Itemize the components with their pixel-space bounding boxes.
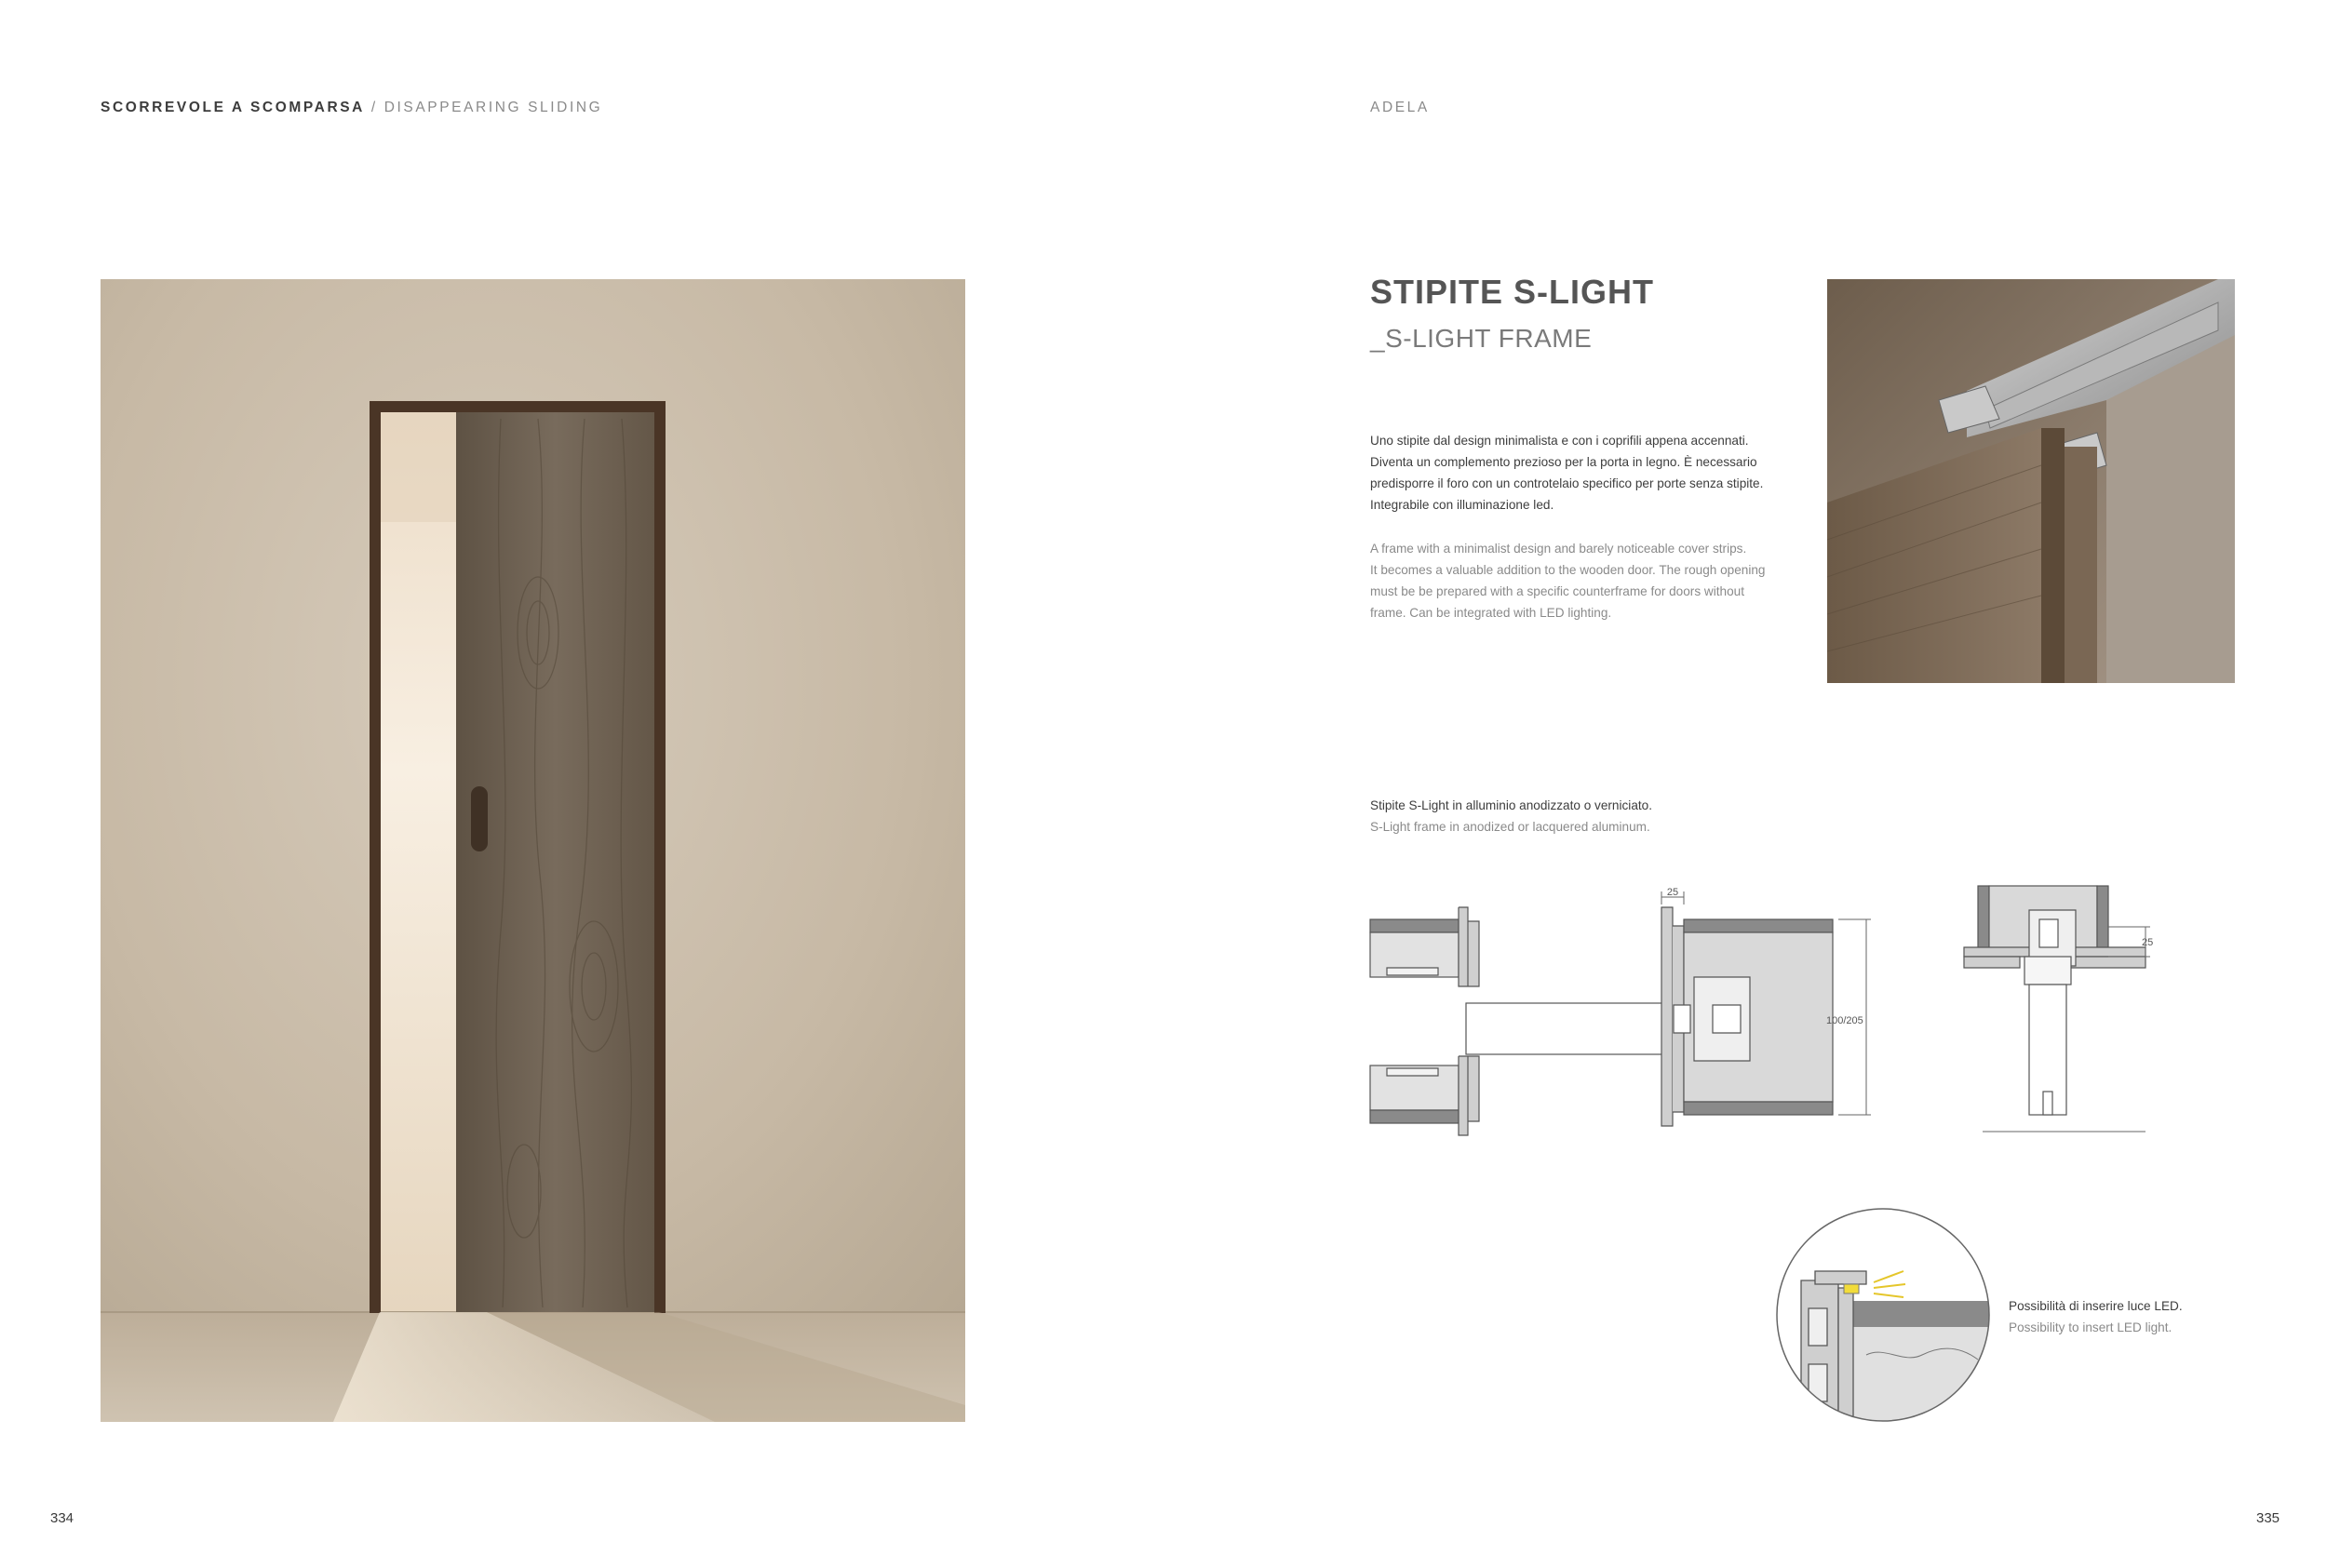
product-title: STIPITE S-LIGHT — [1370, 273, 1655, 311]
collection-name: ADELA — [1370, 100, 1430, 115]
description-line: predisporre il foro con un controtelaio specifico per porte senza stipite. — [1370, 476, 1764, 490]
frame-detail-photo — [1827, 279, 2235, 683]
technical-caption — [1370, 795, 1652, 838]
description-line: It becomes a valuable addition to the wooden door. The rough opening — [1370, 563, 1766, 577]
product-subtitle: _S-LIGHT FRAME — [1370, 324, 1593, 353]
page-number-right: 335 — [2256, 1510, 2280, 1526]
frame-top-section-drawing — [1959, 882, 2155, 1143]
dimension-label: 25 — [1666, 887, 1679, 898]
caption-italian: Stipite S-Light in alluminio anodizzato o verniciato. — [1370, 798, 1653, 812]
door-photo — [101, 279, 965, 1422]
led-caption-italian: Possibilità di inserire luce LED. — [2009, 1299, 2183, 1313]
led-caption-english: Possibility to insert LED light. — [2009, 1320, 2172, 1334]
frame-section-drawing — [1368, 884, 1863, 1154]
dimension-label: 25 — [2142, 937, 2154, 948]
description-line: Integrabile con illuminazione led. — [1370, 498, 1554, 512]
led-detail-drawing — [1773, 1206, 1993, 1424]
led-caption — [2009, 1295, 2183, 1338]
section-title: SCORREVOLE A SCOMPARSA — [101, 100, 365, 115]
description-line: Uno stipite dal design minimalista e con i coprifili appena accennati. — [1370, 434, 1749, 448]
description-line: frame. Can be integrated with LED lighting. — [1370, 606, 1612, 620]
page-number-left: 334 — [50, 1510, 74, 1526]
description-italian — [1370, 430, 1798, 516]
description-line: A frame with a minimalist design and barely noticeable cover strips. — [1370, 542, 1747, 556]
caption-english: S-Light frame in anodized or lacquered aluminum. — [1370, 820, 1650, 834]
description-line: must be be prepared with a specific counterframe for doors without — [1370, 584, 1744, 598]
description-english — [1370, 538, 1798, 623]
section-title-english: / DISAPPEARING SLIDING — [364, 100, 603, 115]
section-header — [101, 100, 602, 116]
description-line: Diventa un complemento prezioso per la porta in legno. È necessario — [1370, 455, 1757, 469]
dimension-label: 100/205 — [1826, 1015, 1863, 1026]
